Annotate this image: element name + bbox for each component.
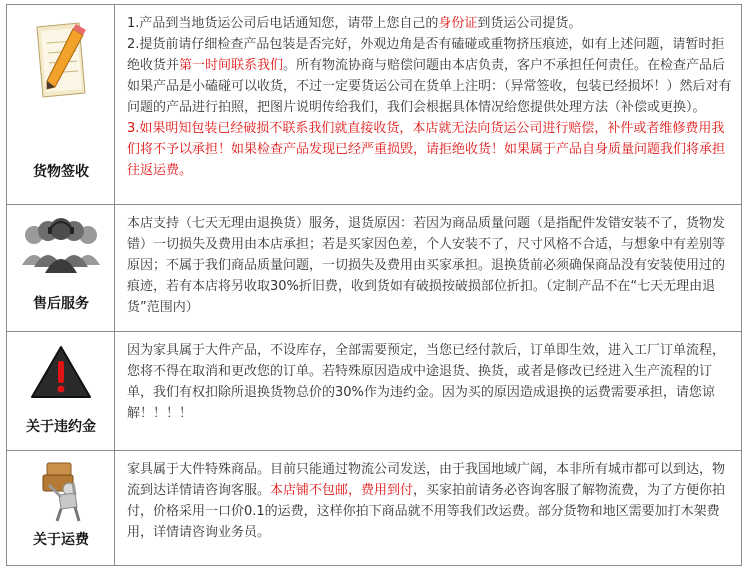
section-row-shipping xyxy=(7,451,741,565)
section-content xyxy=(127,213,735,318)
highlight-text: 3.如果明知包装已经破损不联系我们就直接收货，本店就无法向货运公司进行赔偿，补件或者维修费用我们将不予以承担！如果检查产品发现已经严重损毁，请拒绝收货！如果属于产品自身质量问题我们将承担往返运费。 xyxy=(127,121,726,178)
warning-triangle-icon xyxy=(29,344,93,404)
customer-service-headset-icon xyxy=(18,215,104,279)
section-content xyxy=(127,459,735,543)
section-title: 售后服务 xyxy=(33,296,89,312)
section-title: 货物签收 xyxy=(33,164,89,180)
section-paragraph xyxy=(127,340,735,424)
body-text: ，买家拍前请务必咨询客服了解物流费，为了方便你拍付，价格采用一口价0.1的运费，这样你拍下商品就不用等我们改运费。部分货物和地区需要加打木架费用，详情请咨询业务员。 xyxy=(127,483,726,540)
section-paragraph xyxy=(127,118,735,181)
info-table xyxy=(6,4,742,566)
body-text: 本店支持（七天无理由退换货）服务，退货原因：若因为商品质量问题（是指配件发错安装不了，货物发错）一切损失及费用由本店承担；若是买家因色差，个人安装不了，尺寸风格不合适，与想象中有差别等原因；不属于我们商品质量问题，一切损失及费用由买家承担。退换货前必须确保商品没有安装使用过的痕迹，若有本店将另收取30%折旧费，收到货如有破损按破损部位折扣。（定制产品不在“七天无理由退货”范围内） xyxy=(127,216,726,315)
section-content xyxy=(127,340,735,424)
section-paragraph xyxy=(127,459,735,543)
highlight-text: 第一时间联系我们 xyxy=(179,58,284,73)
body-text: 因为家具属于大件产品，不设库存，全部需要预定，当您已经付款后，订单即生效，进入工厂订单流程，您将不得在取消和更改您的订单。若特殊原因造成中途退货、换货，或者是修改已经进入生产流程的订单，我们有权扣除所退换货物总价的30%作为违约金。因为买的原因造成退换的运费需要承担，请您谅解！！！！ xyxy=(127,343,726,421)
section-paragraph xyxy=(127,34,735,118)
body-text: 。所有物流协商与赔偿问题由本店负责，客户不承担任何责任。在检查产品后如果产品是小磕碰可以收货，不过一定要货运公司在货单上注明：（异常签收，包装已经损坏！）然后对有问题的产品进行拍照，把图片说明传给我们，我们会根据具体情况给您提供处理方法（补偿或更换）。 xyxy=(127,58,732,115)
body-text: 到货运公司提货。 xyxy=(477,16,582,31)
body-text: 2.提货前请仔细检查产品包装是否完好，外观边角是否有磕碰或重物挤压痕迹，如有上述问题，请暂时拒绝收货并 xyxy=(127,37,725,73)
section-label-cell xyxy=(7,451,115,565)
pencil-document-icon xyxy=(29,19,93,107)
section-paragraph xyxy=(127,13,735,34)
highlight-text: 身份证 xyxy=(438,16,478,31)
section-label-cell xyxy=(7,205,115,331)
highlight-text: 本店铺不包邮，费用到付 xyxy=(270,483,414,498)
section-paragraph xyxy=(127,213,735,318)
section-row-penalty xyxy=(7,332,741,451)
body-text: 家具属于大件特殊商品。目前只能通过物流公司发送，由于我国地域广阔，本非所有城市都可以到达，物流到达详情请咨询客服。 xyxy=(127,462,726,498)
section-content xyxy=(127,13,735,181)
section-title: 关于运费 xyxy=(33,532,89,548)
section-label-cell xyxy=(7,5,115,204)
delivery-person-boxes-icon xyxy=(31,459,91,527)
section-row-after-sales xyxy=(7,205,741,332)
body-text: 1.产品到当地货运公司后电话通知您，请带上您自己的 xyxy=(127,16,439,31)
section-row-receipt xyxy=(7,5,741,205)
section-title: 关于违约金 xyxy=(26,419,96,435)
section-label-cell xyxy=(7,332,115,450)
